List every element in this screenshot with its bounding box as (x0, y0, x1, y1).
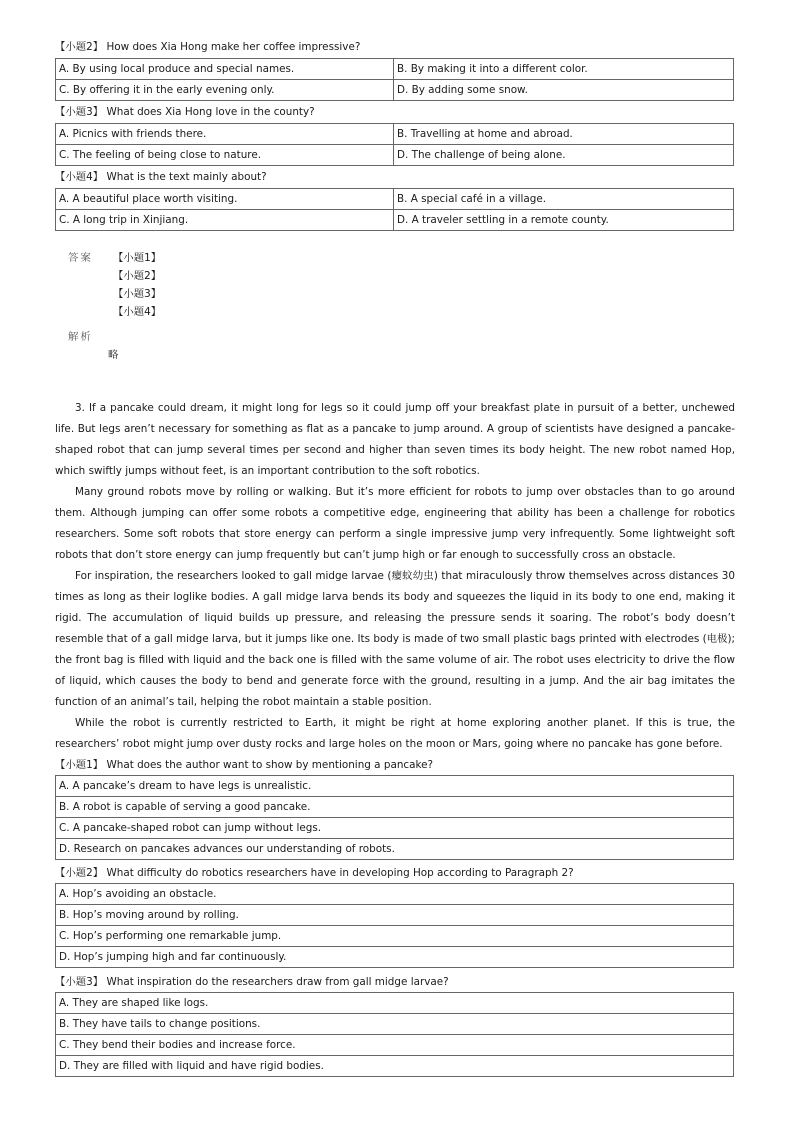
option-d[interactable]: D. They are filled with liquid and have rigid bodies. (56, 1056, 734, 1077)
question-stem: 【小题4】 What is the text mainly about? (55, 171, 267, 183)
option-b[interactable]: B. By making it into a different color. (394, 59, 734, 80)
option-c[interactable]: C. By offering it in the early evening only. (56, 80, 394, 101)
option-b[interactable]: B. Hop’s moving around by rolling. (56, 905, 734, 926)
option-d[interactable]: D. Research on pancakes advances our understanding of robots. (56, 839, 734, 860)
options-table (55, 123, 734, 166)
option-a[interactable]: A. Picnics with friends there. (56, 124, 394, 145)
options-table (55, 883, 734, 968)
question-stem: 【小题3】 What does Xia Hong love in the county? (55, 106, 315, 118)
question-stem: 【小题2】 What difficulty do robotics researchers have in developing Hop according to Paragraph 2? (55, 867, 574, 879)
answer-item: 【小题1】 (113, 252, 162, 264)
reading-passage (55, 398, 735, 755)
analysis-text: 略 (108, 349, 119, 361)
passage-paragraph: While the robot is currently restricted to Earth, it might be right at home exploring another planet. If this is true, the researchers’ robot might jump over dusty rocks and large holes on the moon or Mars, going where no pancake has gone before. (55, 717, 735, 750)
option-a[interactable]: A. A beautiful place worth visiting. (56, 189, 394, 210)
option-a[interactable]: A. They are shaped like logs. (56, 993, 734, 1014)
option-a[interactable]: A. Hop’s avoiding an obstacle. (56, 884, 734, 905)
option-d[interactable]: D. The challenge of being alone. (394, 145, 734, 166)
answer-label: 答案 (68, 252, 93, 264)
answer-item: 【小题4】 (113, 306, 162, 318)
options-table (55, 992, 734, 1077)
option-a[interactable]: A. A pancake’s dream to have legs is unrealistic. (56, 776, 734, 797)
question-stem: 【小题3】 What inspiration do the researchers draw from gall midge larvae? (55, 976, 449, 988)
option-b[interactable]: B. They have tails to change positions. (56, 1014, 734, 1035)
option-c[interactable]: C. The feeling of being close to nature. (56, 145, 394, 166)
option-d[interactable]: D. A traveler settling in a remote county. (394, 210, 734, 231)
question-stem: 【小题1】 What does the author want to show by mentioning a pancake? (55, 759, 434, 771)
option-d[interactable]: D. Hop’s jumping high and far continuously. (56, 947, 734, 968)
option-b[interactable]: B. A special café in a village. (394, 189, 734, 210)
options-table (55, 58, 734, 101)
option-d[interactable]: D. By adding some snow. (394, 80, 734, 101)
passage-paragraph: For inspiration, the researchers looked to gall midge larvae (瘿蚊幼虫) that miraculously throw themselves across distances 30 times as long as their loglike bodies. A gall midge larva bends its body and squeezes the liquid in its body to one end, making it rigid. The accumulation of liquid builds up pressure, and releasing the pressure sends it soaring. The robot’s body doesn’t resemble that of a gall midge larva, but it jumps like one. Its body is made of two small plastic bags printed with electrodes (电极); the front bag is filled with liquid and the back one is filled with the same volume of air. The robot uses electricity to drive the flow of liquid, which causes the body to bend and generate force with the ground, resulting in a jump. And the air bag imitates the function of an animal’s tail, helping the robot maintain a stable position. (55, 570, 735, 708)
option-c[interactable]: C. A pancake-shaped robot can jump without legs. (56, 818, 734, 839)
option-c[interactable]: C. A long trip in Xinjiang. (56, 210, 394, 231)
options-table (55, 188, 734, 231)
option-c[interactable]: C. Hop’s performing one remarkable jump. (56, 926, 734, 947)
analysis-label: 解析 (68, 331, 93, 343)
passage-paragraph: Many ground robots move by rolling or walking. But it’s more efficient for robots to jump over obstacles than to go around them. Although jumping can offer some robots a competitive edge, engineering that ability has been a challenge for robotics researchers. Some soft robots that store energy can perform a single impressive jump very infrequently. Some lightweight soft robots that don’t store energy can jump frequently but can’t jump high or far enough to successfully cross an obstacle. (55, 486, 735, 561)
answer-item: 【小题3】 (113, 288, 162, 300)
passage-paragraph: 3. If a pancake could dream, it might long for legs so it could jump off your breakfast plate in pursuit of a better, unchewed life. But legs aren’t necessary for something as flat as a pancake to jump around. A group of scientists have designed a pancake-shaped robot that can jump several times per second and higher than seven times its body height. The new robot named Hop, which swiftly jumps without feet, is an important contribution to the soft robotics. (55, 402, 735, 477)
question-stem: 【小题2】 How does Xia Hong make her coffee impressive? (55, 41, 361, 53)
option-b[interactable]: B. A robot is capable of serving a good pancake. (56, 797, 734, 818)
option-c[interactable]: C. They bend their bodies and increase force. (56, 1035, 734, 1056)
options-table (55, 775, 734, 860)
option-b[interactable]: B. Travelling at home and abroad. (394, 124, 734, 145)
option-a[interactable]: A. By using local produce and special names. (56, 59, 394, 80)
answer-item: 【小题2】 (113, 270, 162, 282)
